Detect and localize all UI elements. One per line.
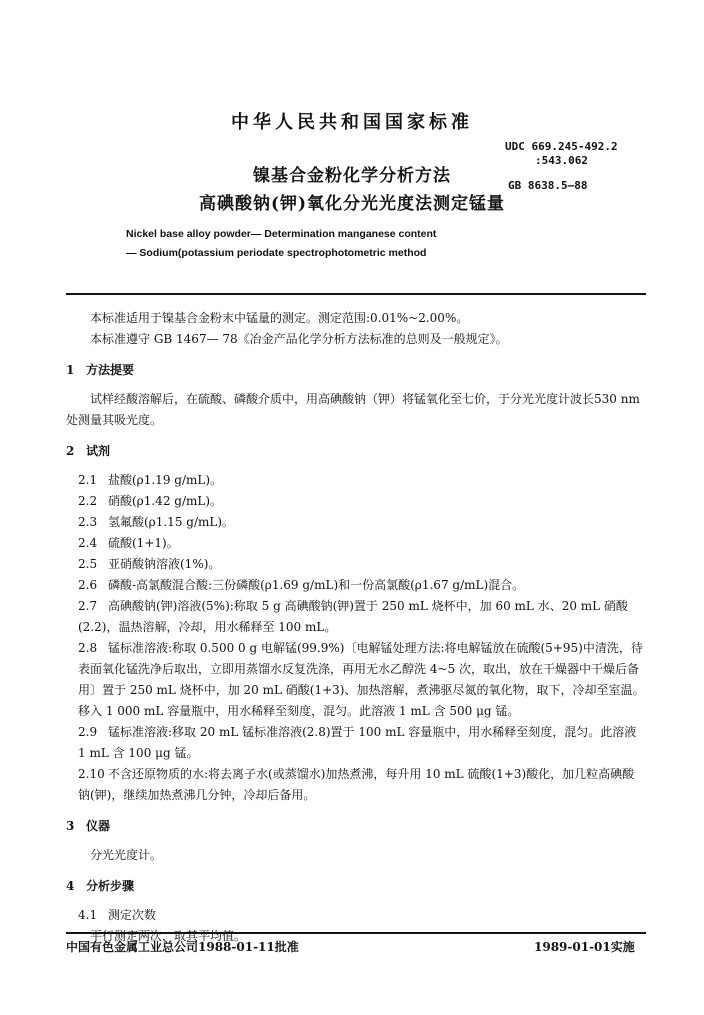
document-title-line1: 镍基合金粉化学分析方法 [253, 166, 451, 186]
section-heading-4 [66, 876, 646, 897]
subsection-heading [66, 905, 646, 926]
approval-line: 中国有色金属工业总公司1988-01-11批准 [66, 940, 299, 954]
section-number: 4 [66, 879, 75, 893]
section-number: 3 [66, 819, 75, 833]
item-text: 盐酸(ρ1.19 g/mL)。 [108, 473, 223, 487]
udc-code-line1: UDC 669.245-492.2 [505, 140, 618, 153]
section-heading-3 [66, 816, 646, 837]
item-text: 测定次数 [108, 908, 157, 922]
apparatus-paragraph: 分光光度计。 [90, 848, 163, 862]
replicate-paragraph: 平行测定两次，取其平均值。 [90, 929, 247, 943]
gb-standard-code: GB 8638.5—88 [508, 179, 588, 192]
item-number: 2.8 [78, 641, 98, 655]
compliance-paragraph: 本标准遵守 GB 1467— 78《冶金产品化学分析方法标准的总则及一般规定》。 [90, 332, 508, 346]
reagent-item [66, 491, 646, 512]
english-title-line2: — Sodium(potassium periodate spectrophotometric method [126, 247, 427, 259]
udc-code-line2: :543.062 [535, 154, 588, 167]
reagent-item [66, 764, 646, 806]
reagent-item [66, 638, 646, 722]
item-number: 2.5 [78, 557, 98, 571]
section-heading-2 [66, 441, 646, 462]
document-body [66, 308, 646, 947]
document-title-line2: 高碘酸钠(钾)氧化分光光度法测定锰量 [198, 194, 506, 214]
section-title: 方法提要 [86, 363, 135, 377]
section-title: 试剂 [86, 444, 111, 458]
section-title: 仪器 [86, 819, 111, 833]
item-text: 高碘酸钠(钾)溶液(5%):称取 5 g 高碘酸钠(钾)置于 250 mL 烧杯中，加 60 mL 水、20 mL 硝酸(2.2)，温热溶解，冷却，用水稀释至 100 mL。 [78, 599, 628, 634]
effective-date-line: 1989-01-01实施 [534, 940, 635, 954]
item-text: 磷酸-高氯酸混合酸:三份磷酸(ρ1.69 g/mL)和一份高氯酸(ρ1.67 g/mL)混合。 [108, 578, 525, 592]
item-number: 2.3 [78, 515, 98, 529]
item-text: 不含还原物质的水:将去离子水(或蒸馏水)加热煮沸，每升用 10 mL 硫酸(1+3)酸化，加几粒高碘酸钠(钾)，继续加热煮沸几分钟，冷却后备用。 [78, 767, 635, 802]
item-text: 锰标准溶液:称取 0.500 0 g 电解锰(99.9%)〔电解锰处理方法:将电解锰放在硫酸(5+95)中清洗，待表面氧化锰洗净后取出，立即用蒸馏水反复洗涤，再用无水乙醇洗 4~5 次，取出，放在干燥器中干燥后备用〕置于 250 mL 烧杯中，加 20 mL 硝酸(1+3)、加热溶解，煮沸驱尽氮的氧化物，取下，冷却至室温。移入 1 000 mL 容量瓶中，用水稀释至刻度，混匀。此溶液 1 mL 含 500 μg 锰。 [78, 641, 645, 718]
reagent-item [66, 554, 646, 575]
reagent-item [66, 533, 646, 554]
reagent-item [66, 722, 646, 764]
scope-paragraph: 本标准适用于镍基合金粉末中锰量的测定。测定范围:0.01%~2.00%。 [90, 311, 469, 325]
footer-divider [66, 932, 646, 934]
reagent-item [66, 470, 646, 491]
item-text: 氢氟酸(ρ1.15 g/mL)。 [108, 515, 235, 529]
section-heading-1 [66, 360, 646, 381]
section-number: 2 [66, 444, 75, 458]
reagent-item [66, 596, 646, 638]
english-title-line1: Nickel base alloy powder— Determination manganese content [126, 228, 437, 240]
item-number: 2.4 [78, 536, 98, 550]
item-text: 硫酸(1+1)。 [108, 536, 179, 550]
item-number: 2.6 [78, 578, 98, 592]
section-title: 分析步骤 [86, 879, 135, 893]
reagent-item [66, 512, 646, 533]
reagent-item [66, 575, 646, 596]
item-number: 2.9 [78, 725, 98, 739]
national-standard-heading: 中华人民共和国国家标准 [231, 112, 473, 133]
item-text: 硝酸(ρ1.42 g/mL)。 [108, 494, 223, 508]
header-divider [66, 293, 646, 295]
item-number: 2.10 [78, 767, 105, 781]
item-text: 锰标准溶液:移取 20 mL 锰标准溶液(2.8)置于 100 mL 容量瓶中，用水稀释至刻度，混匀。此溶液 1 mL 含 100 μg 锰。 [78, 725, 637, 760]
item-number: 2.2 [78, 494, 98, 508]
item-text: 亚硝酸钠溶液(1%)。 [108, 557, 221, 571]
method-summary-paragraph: 试样经酸溶解后，在硫酸、磷酸介质中，用高碘酸钠（钾）将锰氧化至七价，于分光光度计波长530 nm 处测量其吸光度。 [66, 392, 640, 427]
item-number: 4.1 [78, 908, 98, 922]
item-number: 2.1 [78, 473, 98, 487]
section-number: 1 [66, 363, 75, 377]
item-number: 2.7 [78, 599, 98, 613]
